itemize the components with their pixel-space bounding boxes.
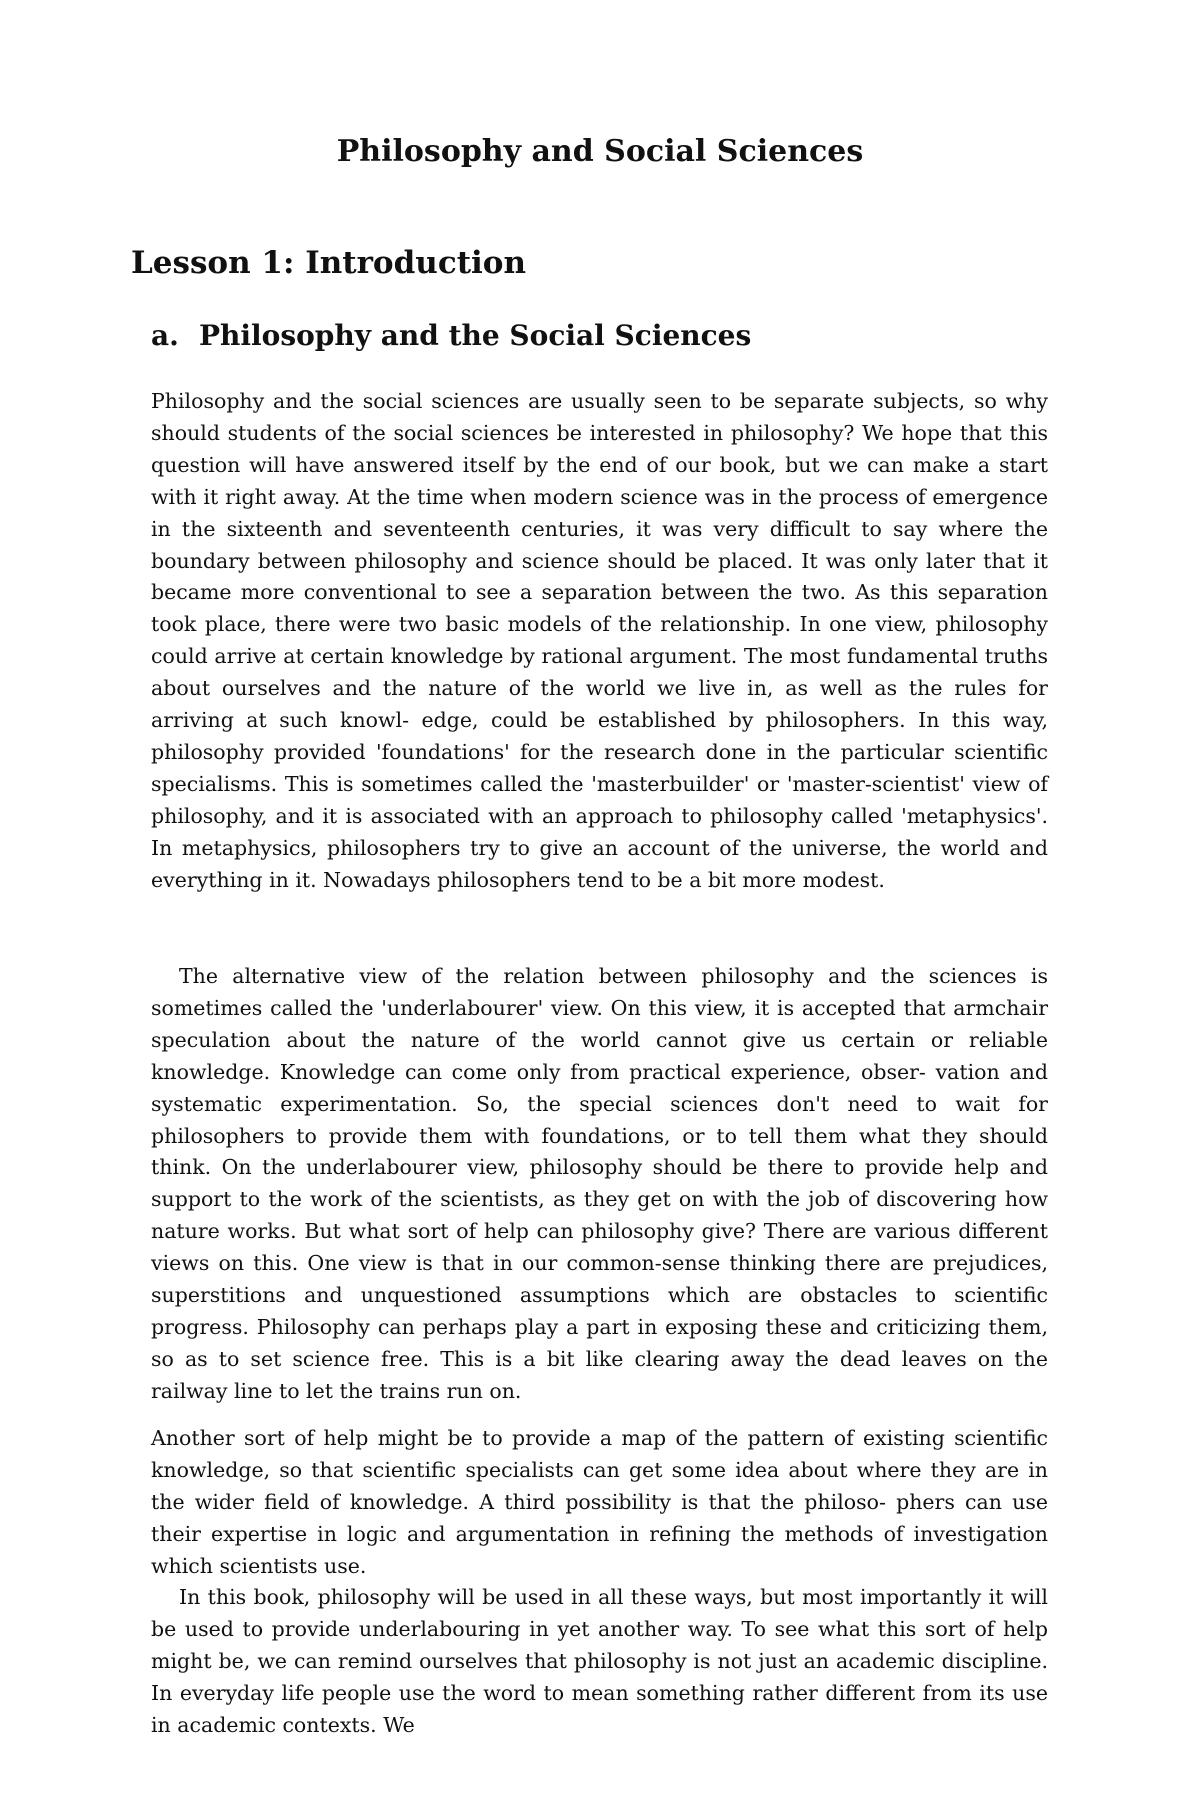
- section-title: Philosophy and the Social Sciences: [199, 319, 752, 352]
- section-heading: [151, 318, 751, 354]
- body-paragraph-4: In this book, philosophy will be used in all these ways, but most importantly it will be used to provide underlabouring in yet another way. To see what this sort of help might be, we can remind ourselves that philosophy is not just an academic discipline. In everyday life people use the word to mean something rather different from its use in academic contexts. We: [151, 1585, 1048, 1737]
- section-marker: a.: [151, 319, 179, 352]
- document-title: Philosophy and Social Sciences: [336, 134, 864, 169]
- body-paragraph-2: The alternative view of the relation between philosophy and the sciences is sometimes called the 'underlabourer' view. On this view, it is accepted that armchair speculation about the nature of the world cannot give us certain or reliable knowledge. Knowledge can come only from practical experience, obser- vation and systematic experimentation. So, the special sciences don't need to wait for philosophers to provide them with foundations, or to tell them what they should think. On the underlabourer view, philosophy should be there to provide help and support to the work of the scientists, as they get on with the job of discovering how nature works. But what sort of help can philosophy give? There are various different views on this. One view is that in our common-sense thinking there are prejudices, superstitions and unquestioned assumptions which are obstacles to scientific progress. Philosophy can perhaps play a part in exposing these and criticizing them, so as to set science free. This is a bit like clearing away the dead leaves on the railway line to let the trains run on.: [151, 964, 1048, 1403]
- lesson-heading: Lesson 1: Introduction: [131, 245, 527, 281]
- body-paragraph-3: Another sort of help might be to provide a map of the pattern of existing scientific knowledge, so that scientific specialists can get some idea about where they are in the wider field of knowledge. A third possibility is that the philoso- phers can use their expertise in logic and argumentation in refining the methods of investigation which scientists use.: [151, 1426, 1048, 1578]
- body-paragraph-1: Philosophy and the social sciences are usually seen to be separate subjects, so why should students of the social sciences be interested in philosophy? We hope that this question will have answered itself by the end of our book, but we can make a start with it right away. At the time when modern science was in the process of emergence in the sixteenth and seventeenth centuries, it was very difficult to say where the boundary between philosophy and science should be placed. It was only later that it became more conventional to see a separation between the two. As this separation took place, there were two basic models of the relationship. In one view, philosophy could arrive at certain knowledge by rational argument. The most fundamental truths about ourselves and the nature of the world we live in, as well as the rules for arriving at such knowl- edge, could be established by philosophers. In this way, philosophy provided 'foundations' for the research done in the particular scientific specialisms. This is sometimes called the 'masterbuilder' or 'master-scientist' view of philosophy, and it is associated with an approach to philosophy called 'metaphysics'. In metaphysics, philosophers try to give an account of the universe, the world and everything in it. Nowadays philosophers tend to be a bit more modest.: [151, 389, 1048, 892]
